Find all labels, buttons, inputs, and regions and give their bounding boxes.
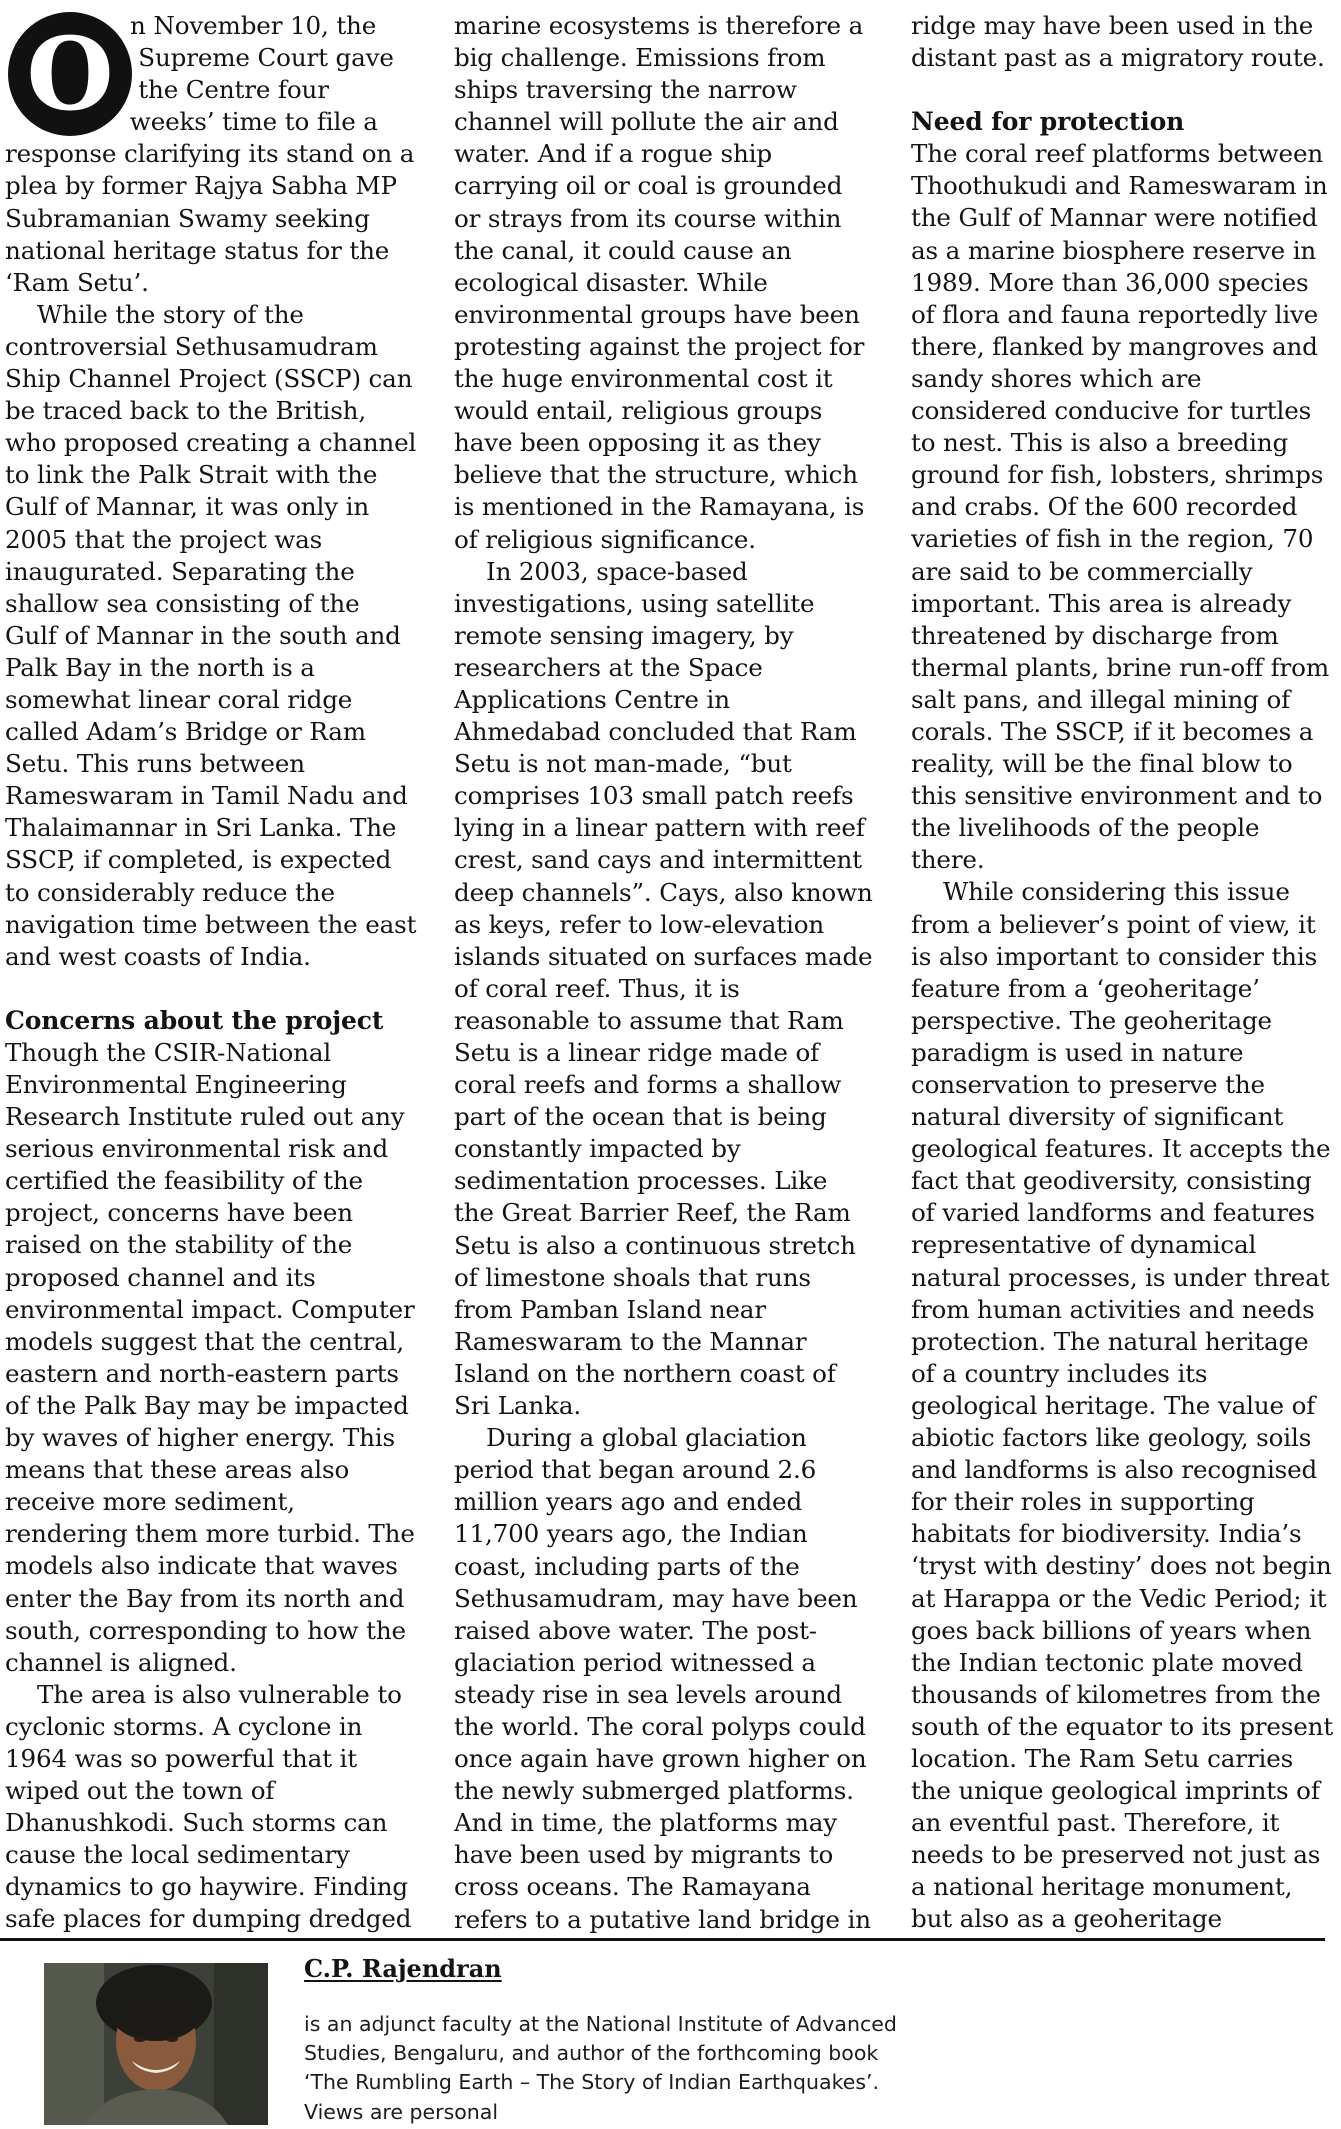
author-bio bbox=[304, 2010, 904, 2127]
author-name: C.P. Rajendran bbox=[304, 1954, 502, 1983]
article-column-1 bbox=[5, 10, 417, 1935]
paragraph-cyclones: The area is also vulnerable to cyclonic storms. A cyclone in 1964 was so powerful that it wiped out the town of Dhanushkodi. Such storms can cause the local sedimentary dynamics to go haywire. Finding safe places for dumping dredged bbox=[5, 1679, 412, 1934]
paragraph-biosphere: The coral reef platforms between Thoothukudi and Rameswaram in the Gulf of Mannar were notified as a marine biosphere reserve in 1989. More than 36,000 species of flora and fauna reportedly live there, flanked by mangroves and sandy shores which are considered conducive for turtles to nest. This is also a breeding ground for fish, lobsters, shrimps and crabs. Of the 600 recorded varieties of fish in the region, 70 are said to be commercially important. This area is already threatened by discharge from thermal plants, brine run-off from salt pans, and illegal mining of corals. The SSCP, if it becomes a reality, will be the final blow to this sensitive environment and to the livelihoods of the people there. bbox=[911, 139, 1329, 875]
paragraph-sscp-history: While the story of the controversial Sethusamudram Ship Channel Project (SSCP) can be traced back to the British, who proposed creating a channel to link the Palk Strait with the Gulf of Mannar, it was only in 2005 that the project was inaugurated. Separating the shallow sea consisting of the Gulf of Mannar in the south and Palk Bay in the north is a somewhat linear coral ridge called Adam’s Bridge or Ram Setu. This runs between Rameswaram in Tamil Nadu and Thalaimannar in Sri Lanka. The SSCP, if completed, is expected to considerably reduce the navigation time between the east and west coasts of India. bbox=[5, 299, 417, 971]
author-bio-line: Views are personal bbox=[304, 2099, 499, 2124]
paragraph-satellite-study: In 2003, space-based investigations, using satellite remote sensing imagery, by researchers at the Space Applications Centre in Ahmedabad concluded that Ram Setu is not man-made, “but comprises 103 small patch reefs lying in a linear pattern with reef crest, sand cays and intermittent deep channels”. Cays, also known as keys, refer to low-elevation islands situated on surfaces made of coral reef. Thus, it is reasonable to assume that Ram Setu is a linear ridge made of coral reefs and forms a shallow part of the ocean that is being constantly impacted by sedimentation processes. Like the Great Barrier Reef, the Ram Setu is also a continuous stretch of limestone shoals that runs from Pamban Island near Rameswaram to the Mannar Island on the northern coast of Sri Lanka. bbox=[454, 556, 873, 1421]
subheading-concerns: Concerns about the project bbox=[5, 1005, 384, 1035]
paragraph-geoheritage: While considering this issue from a believer’s point of view, it is also important to consider this feature from a ‘geoheritage’ perspective. The geoheritage paradigm is used in nature conservation to preserve the natural diversity of significant geological features. It accepts the fact that geodiversity, consisting of varied landforms and features representative of dynamical natural processes, is under threat from human activities and needs protection. The natural heritage of a country includes its geological heritage. The value of abiotic factors like geology, soils and landforms is also recognised for their roles in supporting habitats for biodiversity. India’s ‘tryst with destiny’ does not begin at Harappa or the Vedic Period; it goes back billions of years when the Indian tectonic plate moved thousands of kilometres from the south of the equator to its present location. The Ram Setu carries the unique geological imprints of an eventful past. Therefore, it needs to be preserved not just as a national heritage monument, but also as a geoheritage bbox=[911, 877, 1334, 1934]
drop-cap-letter: O bbox=[26, 15, 114, 133]
article-column-2 bbox=[454, 10, 874, 1935]
paragraph-concerns: Though the CSIR-National Environmental Engineering Research Institute ruled out any serious environmental risk and certified the feasibility of the project, concerns have been raised on the stability of the proposed channel and its environmental impact. Computer models suggest that the central, eastern and north-eastern parts of the Palk Bay may be impacted by waves of higher energy. This means that these areas also receive more sediment, rendering them more turbid. The models also indicate that waves enter the Bay from its north and south, corresponding to how the channel is aligned. bbox=[5, 1037, 415, 1677]
author-portrait-icon bbox=[44, 1963, 268, 2125]
author-photo bbox=[44, 1963, 268, 2125]
author-bio-line: Studies, Bengaluru, and author of the forthcoming book bbox=[304, 2041, 879, 2066]
drop-cap bbox=[8, 12, 132, 136]
paragraph-migratory-route: ridge may have been used in the distant past as a migratory route. bbox=[911, 11, 1325, 73]
subheading-protection: Need for protection bbox=[911, 107, 1185, 137]
author-bio-line: is an adjunct faculty at the National Institute of Advanced bbox=[304, 2012, 897, 2036]
article-column-3 bbox=[911, 10, 1335, 1935]
paragraph-ecosystems: marine ecosystems is therefore a big challenge. Emissions from ships traversing the narrow channel will pollute the air and water. And if a rogue ship carrying oil or coal is grounded or strays from its course within the canal, it could cause an ecological disaster. While environmental groups have been protesting against the project for the huge environmental cost it would entail, religious groups have been opposing it as they believe that the structure, which is mentioned in the Ramayana, is of religious significance. bbox=[454, 11, 865, 554]
footer-divider bbox=[0, 1938, 1325, 1941]
paragraph-intro: n November 10, the Supreme Court gave the Centre four weeks’ time to file a response clarifying its stand on a plea by former Rajya Sabha MP Subramanian Swamy seeking national heritage status for the ‘Ram Setu’. bbox=[5, 11, 415, 297]
paragraph-glaciation: During a global glaciation period that began around 2.6 million years ago and ended 11,700 years ago, the Indian coast, including parts of the Sethusamudram, may have been raised above water. The post-glaciation period witnessed a steady rise in sea levels around the world. The coral polyps could once again have grown higher on the newly submerged platforms. And in time, the platforms may have been used by migrants to cross oceans. The Ramayana refers to a putative land bridge in bbox=[454, 1423, 871, 1934]
author-bio-line: ‘The Rumbling Earth – The Story of Indian Earthquakes’. bbox=[304, 2070, 880, 2095]
